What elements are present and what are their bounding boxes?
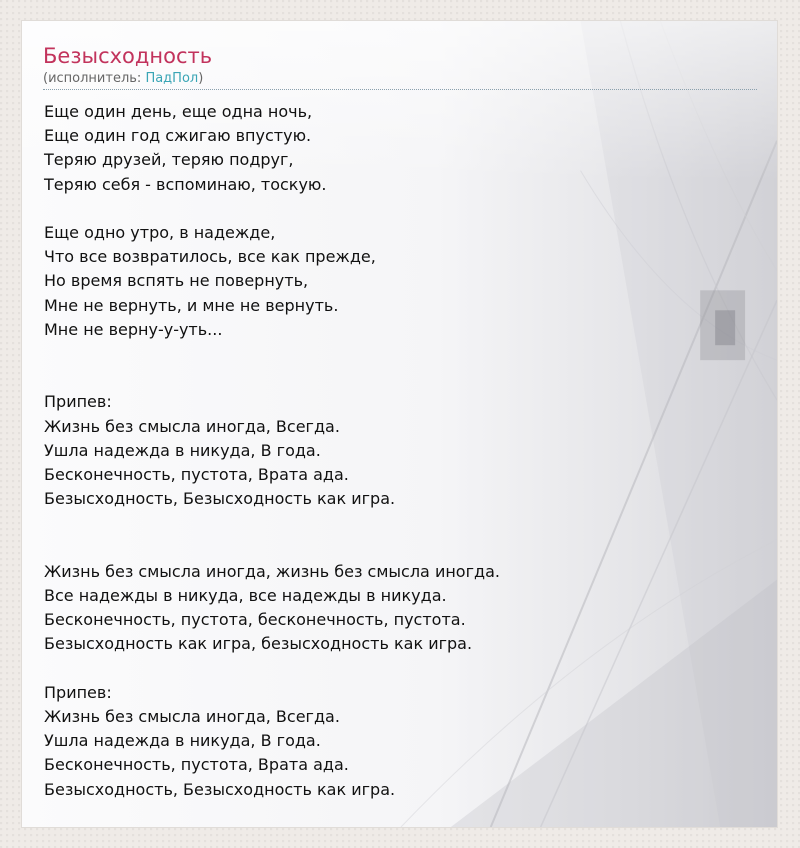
lyrics-text: Еще один день, еще одна ночь, Еще один год сжигаю впустую. Теряю друзей, теряю подруг, Теряю себя - вспоминаю, тоскую. Еще одно утро, в надежде, Что все возвратилось, все как прежде, Но время вспять не повернуть, Мне не вернуть, и мне не вернуть. Мне не верну-у-уть... Припев: Жизнь без смысла иногда, Всегда. Ушла надежда в никуда, В года. Бесконечность, пустота, Врата ада. Безысходность, Безысходность как игра. Жизнь без смысла иногда, жизнь без смысла иногда. Все надежды в никуда, все надежды в никуда. Бесконечность, пустота, бесконечность, пустота. Безысходность как игра, безысходность как игра. Припев: Жизнь без смысла иногда, Всегда. Ушла надежда в никуда, В года. Бесконечность, пустота, Врата ада. Безысходность, Безысходность как игра. <box>44 102 500 799</box>
lyrics-content <box>22 21 777 827</box>
artist-suffix: ) <box>198 71 204 86</box>
artist-link[interactable]: ПадПол <box>145 71 199 86</box>
artist-prefix: (исполнитель: <box>43 71 146 86</box>
song-title: Безысходность <box>43 44 213 68</box>
artist-info <box>43 70 203 88</box>
lyrics-card <box>21 20 778 828</box>
title-divider <box>43 89 757 90</box>
